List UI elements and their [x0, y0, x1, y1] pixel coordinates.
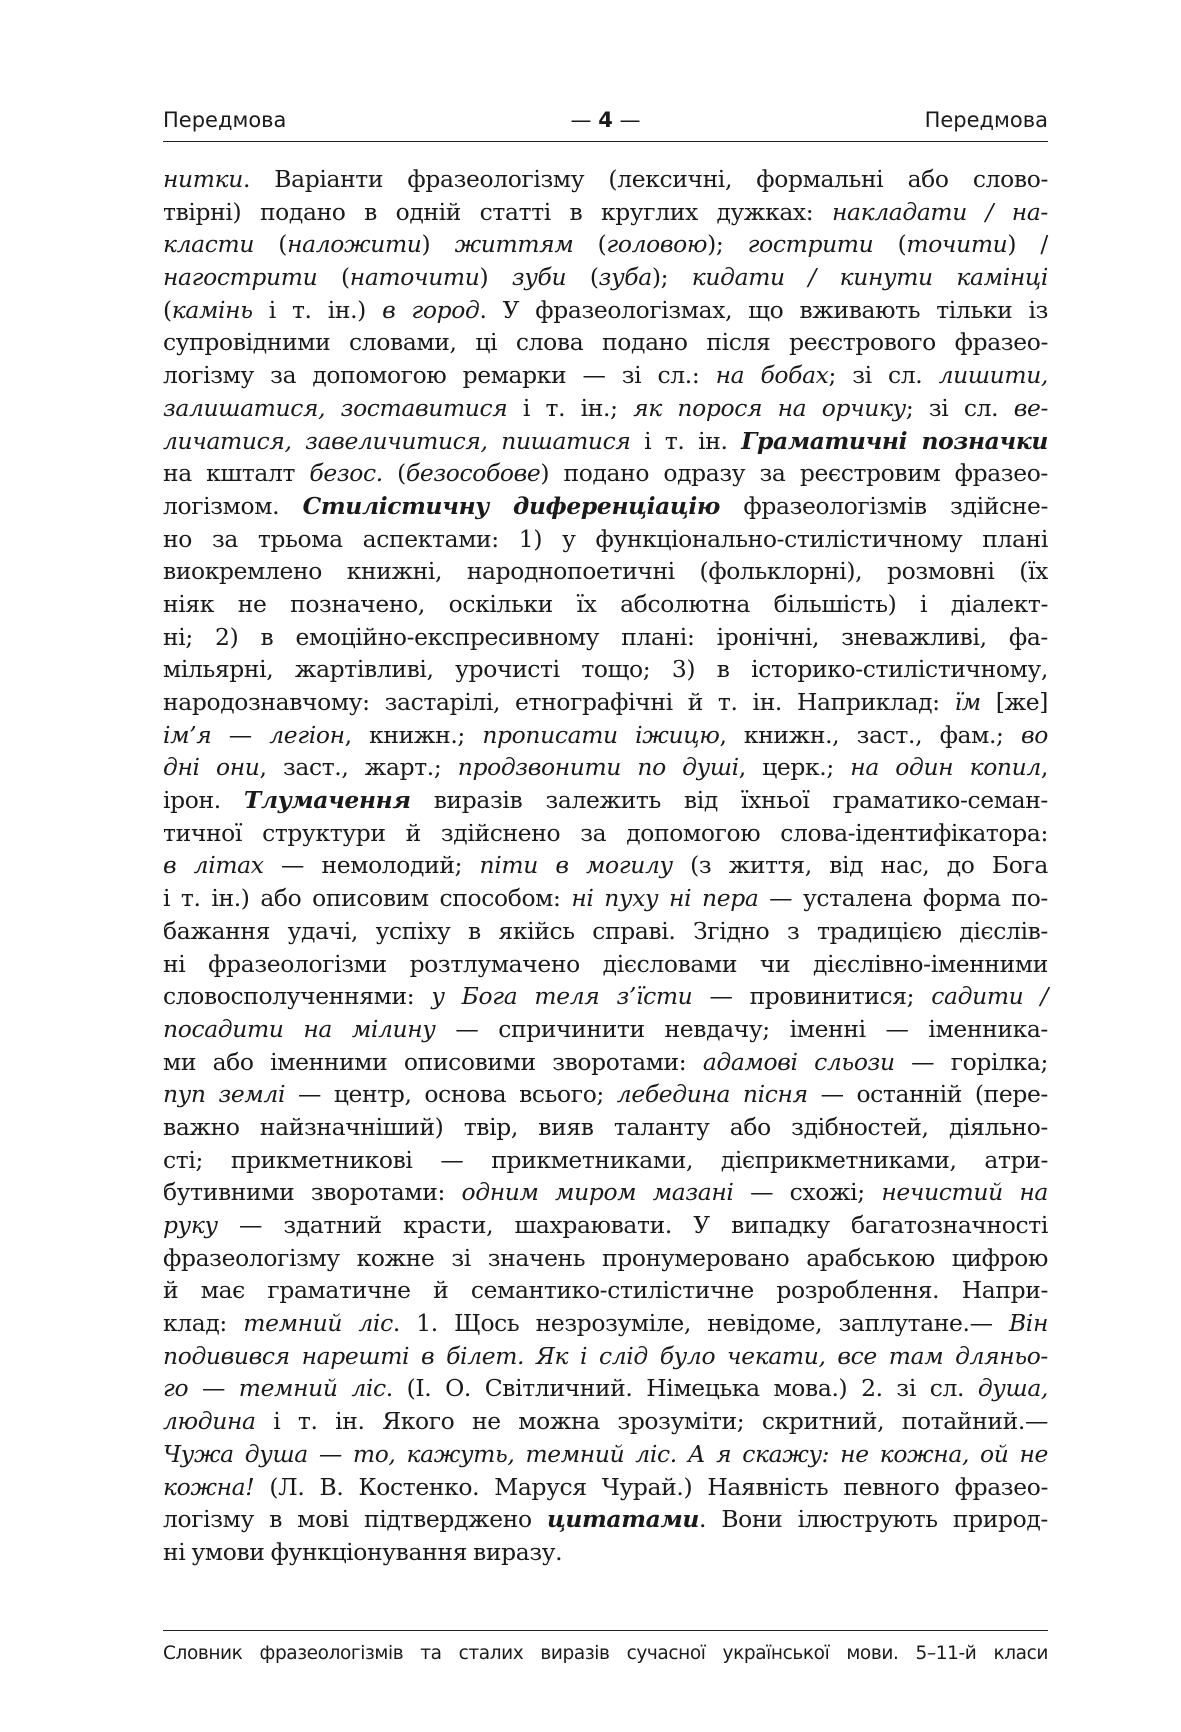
text-segment: (: [382, 459, 406, 488]
text-segment: ; зі сл.: [905, 393, 1014, 422]
text-line: [163, 1471, 1048, 1504]
text-segment: бажання удачі, успіху в якійсь справі. Згідно з традицією дієслів-: [163, 916, 1048, 945]
page-footer: Словник фразеологізмів та сталих виразів сучасної української мови. 5–11-й класи: [163, 1643, 1048, 1664]
italic-segment: накладати / на-: [831, 197, 1048, 226]
italic-segment: нечистий на: [881, 1178, 1048, 1207]
text-line: [163, 261, 1048, 294]
text-line: [163, 294, 1048, 327]
text-segment: і т. ін.: [630, 426, 742, 455]
text-segment: (: [573, 230, 607, 259]
text-segment: , книжн., заст., фам.;: [719, 720, 1021, 749]
text-segment: твірні) подано в одній статті в круглих дужках:: [163, 197, 832, 226]
text-line: [163, 915, 1048, 948]
text-line: [163, 1013, 1048, 1046]
text-segment: супровідними словами, ці слова подано після реєстрового фразео-: [163, 328, 1048, 357]
bold-term: Тлумачення: [243, 786, 411, 815]
italic-segment: кожна!: [163, 1472, 255, 1501]
text-line: [163, 1274, 1048, 1307]
text-line: [163, 1405, 1048, 1438]
italic-segment: адамові сльози: [702, 1047, 895, 1076]
italic-segment: класти: [163, 230, 255, 259]
text-line: [163, 882, 1048, 915]
text-segment: ) /: [1007, 230, 1048, 259]
italic-segment: дні они: [163, 753, 260, 782]
text-segment: ; зі сл.: [828, 361, 939, 390]
bold-term: Граматичні позначки: [741, 426, 1048, 455]
italic-segment: руку: [163, 1211, 218, 1239]
text-segment: , церк.;: [738, 753, 851, 782]
text-line: [163, 228, 1048, 261]
italic-segment: душа,: [977, 1374, 1048, 1403]
italic-segment: залишатися, зоставитися: [163, 393, 508, 422]
text-line: [163, 1078, 1048, 1111]
text-line: [163, 1176, 1048, 1209]
text-line: [163, 1340, 1048, 1373]
italic-segment: го — темний ліс: [163, 1374, 386, 1403]
text-segment: фразеологізму кожне зі значень пронумеровано арабською цифрою: [163, 1243, 1048, 1272]
italic-segment: у Бога теля з’їсти: [431, 982, 693, 1011]
italic-segment: пуп землі: [163, 1080, 286, 1109]
text-segment: мільярні, жартівливі, урочисті тощо; 3) в історико-стилістичному,: [163, 655, 1048, 684]
italic-segment: безособове: [405, 459, 541, 488]
text-segment: ми або іменними описовими зворотами:: [163, 1047, 703, 1076]
italic-segment: Чужа душа — то, кажуть, темний ліс. А я скажу: не кожна, ой не: [163, 1439, 1048, 1468]
text-segment: виокремлено книжні, народнопоетичні (фольклорні), розмовні (їх: [163, 557, 1048, 586]
text-segment: ні; 2) в емоційно-експресивному плані: іронічні, зневажливі, фа-: [163, 622, 1048, 651]
text-segment: і т. ін.;: [507, 393, 634, 422]
italic-segment: точити: [906, 230, 1008, 259]
italic-segment: наточити: [349, 263, 480, 292]
text-segment: (: [254, 230, 288, 259]
text-segment: логізму за допомогою ремарки — зі сл.:: [163, 361, 716, 390]
text-line: [163, 1503, 1048, 1536]
italic-segment: ні пуху ні пера: [571, 884, 759, 913]
italic-segment: ім’я — легіон: [163, 720, 345, 749]
italic-segment: в літах: [163, 851, 264, 880]
text-segment: і т. ін. Якого не можна зрозуміти; скритний, потайний.—: [255, 1407, 1048, 1436]
text-line: [163, 686, 1048, 719]
italic-segment: подивився нарешті в білет. Як і слід було чекати, все там дляньо-: [163, 1341, 1048, 1370]
text-line: [163, 1144, 1048, 1177]
text-line: [163, 849, 1048, 882]
italic-segment: личатися, завеличитися, пишатися: [163, 426, 631, 455]
text-line: [163, 719, 1048, 752]
text-segment: — центр, основа всього;: [285, 1080, 617, 1109]
text-line: [163, 1372, 1048, 1405]
text-segment: ) подано одразу за реєстровим фразео-: [540, 459, 1048, 488]
text-segment: . Варіанти фразеологізму (лексичні, формальні або слово-: [242, 165, 1048, 193]
italic-segment: одним миром мазані: [461, 1178, 734, 1207]
text-segment: ні умови функціонування виразу.: [163, 1537, 563, 1566]
italic-segment: Він: [1008, 1309, 1048, 1338]
italic-segment: в город: [382, 295, 480, 324]
text-line: [163, 457, 1048, 490]
italic-segment: на один копил: [850, 753, 1041, 782]
italic-segment: піти в могилу: [479, 851, 673, 880]
italic-segment: продзвонити по душі: [457, 753, 739, 782]
text-line: [163, 653, 1048, 686]
text-segment: — немолодий;: [263, 851, 480, 880]
italic-segment: головою: [606, 230, 708, 259]
text-segment: (: [317, 263, 350, 292]
text-segment: — схожі;: [733, 1178, 882, 1207]
text-line: [163, 948, 1048, 981]
text-segment: — горілка;: [894, 1047, 1048, 1076]
italic-segment: нитки: [163, 165, 243, 193]
italic-segment: безос.: [309, 459, 383, 488]
italic-segment: лишити,: [938, 361, 1049, 390]
text-segment: — останній (пере-: [807, 1080, 1048, 1109]
text-segment: і т. ін.): [252, 295, 383, 324]
text-segment: (: [163, 295, 172, 324]
text-line: [163, 817, 1048, 850]
text-line: [163, 588, 1048, 621]
text-segment: ірон.: [163, 786, 244, 815]
text-segment: (: [873, 230, 907, 259]
text-segment: бутивними зворотами:: [163, 1178, 462, 1207]
footer-rule: [163, 1630, 1048, 1631]
italic-segment: на бобах: [715, 361, 829, 390]
italic-segment: посадити на мілину: [163, 1014, 436, 1043]
text-segment: важно найзначніший) твір, вияв таланту або здібностей, діяльно-: [163, 1112, 1048, 1141]
text-segment: народознавчому: застарілі, етнографічні й т. ін. Наприклад:: [163, 688, 955, 716]
text-segment: логізмом.: [163, 491, 303, 520]
italic-segment: зуби: [511, 263, 567, 292]
text-segment: (з життя, від нас, до Бога: [672, 851, 1048, 880]
text-segment: і т. ін.) або описовим способом:: [163, 884, 572, 913]
italic-segment: життям: [454, 230, 574, 259]
text-segment: — здатний красти, шахраювати. У випадку багатозначності: [217, 1211, 1048, 1239]
italic-segment: людина: [163, 1407, 256, 1436]
italic-segment: зуба: [598, 263, 652, 292]
italic-segment: ве-: [1013, 393, 1049, 422]
text-segment: ні фразеологізми розтлумачено дієсловами чи дієслівно-іменними: [163, 949, 1048, 978]
text-segment: логізму в мові підтверджено: [163, 1505, 547, 1534]
text-line: [163, 490, 1048, 523]
text-segment: ніяк не позначено, оскільки їх абсолютна більшість) і діалект-: [163, 589, 1048, 618]
italic-segment: темний ліс: [243, 1309, 393, 1338]
text-line: [163, 784, 1048, 817]
text-segment: тичної структури й здійснено за допомогою слова-ідентифікатора:: [163, 818, 1048, 847]
bold-term: цитатами: [546, 1505, 699, 1534]
text-segment: — спричинити невдачу; іменні — іменника-: [435, 1014, 1048, 1043]
italic-segment: кидати / кинути камінці: [691, 263, 1048, 292]
text-line: [163, 1307, 1048, 1340]
text-segment: );: [651, 263, 692, 292]
text-line: [163, 196, 1048, 229]
text-segment: — усталена форма по-: [758, 884, 1048, 913]
text-segment: ): [421, 230, 455, 259]
text-segment: . (І. О. Світличний. Німецька мова.) 2. зі сл.: [385, 1374, 978, 1403]
italic-segment: садити /: [931, 982, 1048, 1011]
bold-term: Стилістичну диференціацію: [302, 491, 720, 520]
text-line: [163, 1209, 1048, 1242]
italic-segment: лебедина пісня: [616, 1080, 808, 1109]
running-head-right: Передмова: [924, 108, 1048, 132]
text-segment: й має граматичне й семантико-стилістичне розроблення. Напри-: [163, 1276, 1048, 1305]
text-segment: виразів залежить від їхньої граматико-семан-: [410, 786, 1048, 815]
text-line: [163, 1046, 1048, 1079]
text-segment: (Л. В. Костенко. Маруся Чурай.) Наявність певного фразео-: [254, 1472, 1048, 1501]
text-segment: сті; прикметникові — прикметниками, дієприкметниками, атри-: [163, 1145, 1048, 1174]
body-text: [163, 163, 1048, 1569]
text-segment: . 1. Щось незрозуміле, невідоме, заплутане.—: [392, 1309, 1009, 1338]
text-line: [163, 1536, 1048, 1569]
text-line: [163, 555, 1048, 588]
text-segment: на кшталт: [163, 459, 310, 488]
text-segment: (: [566, 263, 599, 292]
text-line: [163, 1111, 1048, 1144]
text-segment: словосполученнями:: [163, 982, 432, 1011]
italic-segment: нагострити: [163, 263, 318, 292]
italic-segment: їм: [954, 688, 981, 716]
text-line: [163, 621, 1048, 654]
text-segment: фразеологізмів здійсне-: [719, 491, 1049, 520]
text-line: [163, 163, 1048, 196]
text-segment: . У фразеологізмах, що вживають тільки із: [479, 295, 1048, 324]
text-segment: );: [707, 230, 748, 259]
text-line: [163, 751, 1048, 784]
italic-segment: прописати іжицю: [482, 720, 720, 749]
text-line: [163, 392, 1048, 425]
page-number: — 4 —: [570, 108, 641, 132]
italic-segment: як порося на орчику: [633, 393, 906, 422]
page-number-value: 4: [598, 108, 613, 132]
text-line: [163, 523, 1048, 556]
text-segment: [же]: [980, 688, 1048, 716]
italic-segment: гострити: [747, 230, 874, 259]
italic-segment: наложити: [287, 230, 422, 259]
text-line: [163, 1438, 1048, 1471]
text-line: [163, 980, 1048, 1013]
page-header: [163, 103, 1048, 143]
running-head-left: Передмова: [163, 108, 287, 132]
text-segment: , заст., жарт.;: [259, 753, 458, 782]
text-segment: ,: [1040, 753, 1049, 782]
text-segment: ): [479, 263, 512, 292]
text-segment: . Вони ілюструють природ-: [699, 1505, 1048, 1534]
italic-segment: камінь: [171, 295, 253, 324]
text-line: [163, 359, 1048, 392]
text-line: [163, 1242, 1048, 1275]
text-line: [163, 326, 1048, 359]
text-segment: но за трьома аспектами: 1) у функціонально-стилістичному плані: [163, 524, 1048, 553]
text-segment: клад:: [163, 1309, 244, 1338]
italic-segment: во: [1021, 720, 1048, 749]
text-line: [163, 425, 1048, 458]
header-rule: [163, 141, 1048, 142]
text-segment: , книжн.;: [344, 720, 483, 749]
text-segment: — провинитися;: [692, 982, 932, 1011]
